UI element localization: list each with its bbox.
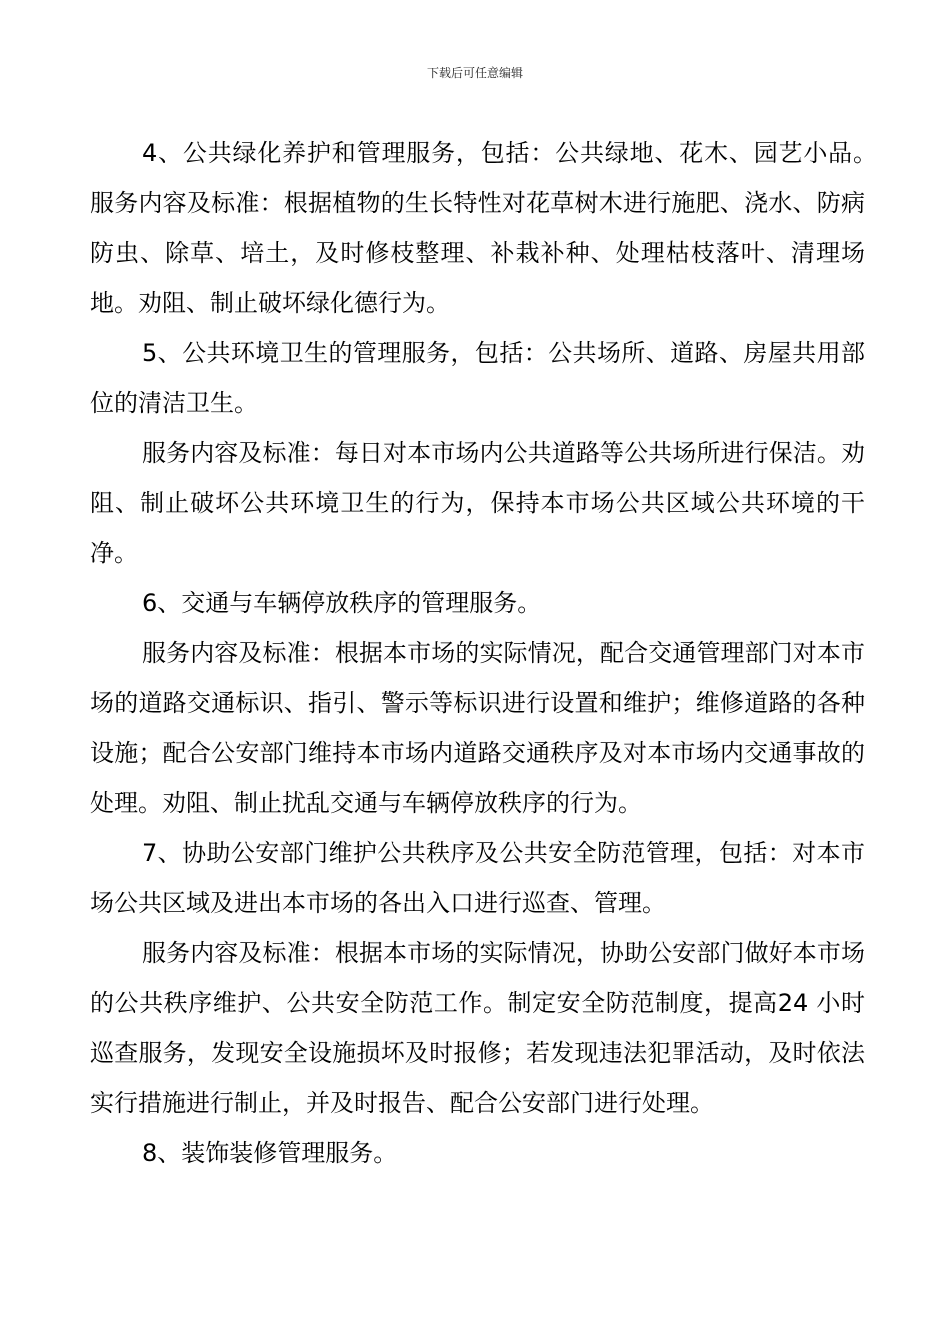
paragraph-decoration: 8、装饰装修管理服务。 <box>142 1139 398 1167</box>
paragraph-sanitation: 5、公共环境卫生的管理服务，包括：公共场所、道路、房屋共用部位的清洁卫生。 <box>90 339 865 417</box>
page-header: 下载后可任意编辑 <box>426 66 523 80</box>
paragraph-security-standard: 服务内容及标准：根据本市场的实际情况，协助公安部门做好本市场的公共秩序维护、公共安全防范工作。制定安全防范制度，提高24 小时巡查服务，发现安全设施损坏及时报修；若发现违法犯罪活动，及时依法实行措施进行制止，并及时报告、配合公安部门进行处理。 <box>90 939 865 1117</box>
paragraph-security: 7、协助公安部门维护公共秩序及公共安全防范管理，包括：对本市场公共区域及进出本市场的各出入口进行巡查、管理。 <box>90 839 865 917</box>
paragraph-sanitation-standard: 服务内容及标准：每日对本市场内公共道路等公共场所进行保洁。劝阻、制止破坏公共环境卫生的行为，保持本市场公共区域公共环境的干净。 <box>90 439 865 567</box>
paragraph-greening: 4、公共绿化养护和管理服务，包括：公共绿地、花木、园艺小品。 服务内容及标准：根据植物的生长特性对花草树木进行施肥、浇水、防病防虫、除草、培土，及时修枝整理、补栽补种、处理枯枝落叶、清理场地。劝阻、制止破坏绿化德行为。 <box>90 139 913 317</box>
paragraph-traffic-standard: 服务内容及标准：根据本市场的实际情况，配合交通管理部门对本市场的道路交通标识、指引、警示等标识进行设置和维护；维修道路的各种设施；配合公安部门维持本市场内道路交通秩序及对本市场内交通事故的处理。劝阻、制止扰乱交通与车辆停放秩序的行为。 <box>90 639 865 817</box>
paragraph-traffic: 6、交通与车辆停放秩序的管理服务。 <box>142 589 542 617</box>
document-body <box>90 128 913 1178</box>
